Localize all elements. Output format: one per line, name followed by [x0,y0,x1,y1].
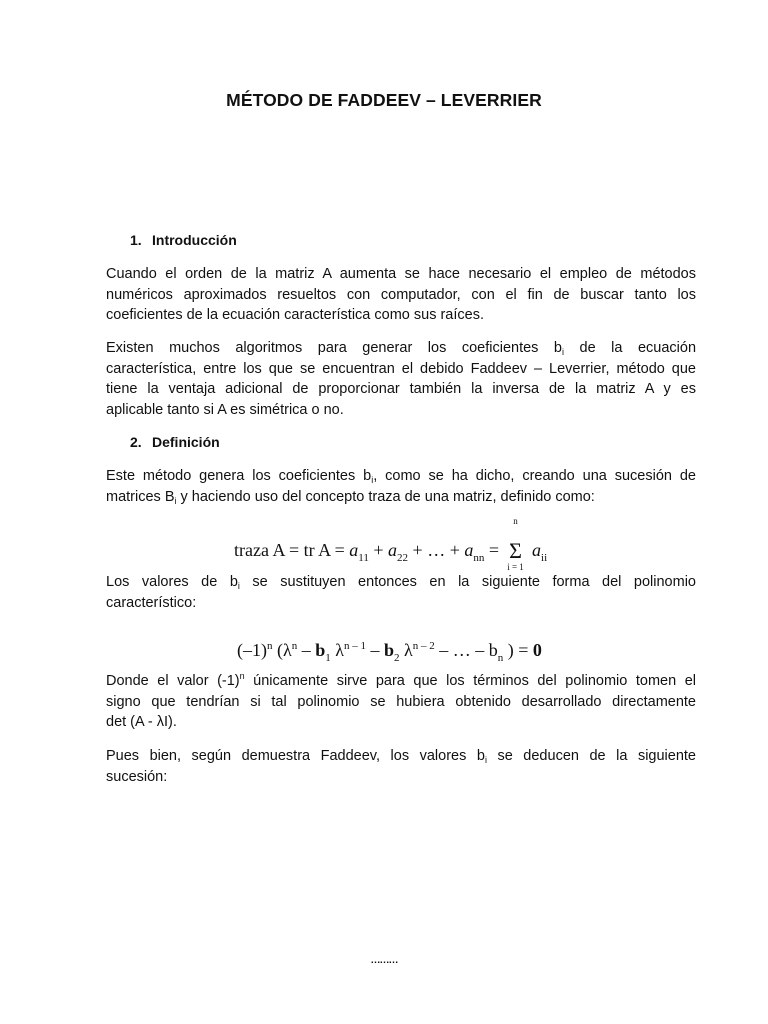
variable-a: a [349,540,359,560]
superscript: n – 1 [343,640,366,652]
equation-text: + … + [408,540,465,560]
summation-upper: n [513,516,518,526]
equation-text: λ [330,640,344,660]
coefficient-b: b [315,640,326,660]
subscript: i [237,581,240,591]
section-number: 1. [130,232,142,248]
paragraph-line: característico: [106,594,197,611]
subscript: ii [541,552,548,564]
paragraph-line [106,487,696,508]
coefficient-b: b [383,640,394,660]
section-number: 2. [130,434,142,450]
paragraph-sign [106,671,696,733]
variable-a: a [532,540,542,560]
paragraph-sequence [106,746,696,787]
variable-a: a [464,540,474,560]
variable-a: a [388,540,398,560]
section-heading-definicion [130,434,220,450]
characteristic-polynomial-equation [237,640,542,664]
text-run: de la ecuación [564,340,697,356]
paragraph-line [106,746,696,767]
text-run: únicamente sirve para que los términos del polinomio tomen el [244,673,696,689]
subscript: 11 [358,552,369,564]
text-run: Existen muchos algoritmos para generar los coeficientes b [106,340,562,356]
subscript: i [562,347,564,357]
text-run: y haciendo uso del concepto traza de una matriz, definido como: [176,488,595,505]
equation-text: = [484,540,504,560]
equation-text: ) = [503,640,533,660]
section-heading-introduccion [130,232,237,248]
paragraph-line: signo que tendrían si tal polinomio se hubiera obtenido desarrollado directamente [106,693,696,710]
paragraph-definition [106,466,696,507]
coefficient-b: b [488,640,498,660]
text-run: , como se ha dicho, creando una sucesión de [373,468,696,484]
equation-text: – [297,640,316,660]
subscript: 22 [397,552,409,564]
summation-lower: i = 1 [507,562,524,572]
subscript: i [371,475,374,485]
equation-text: λ [399,640,413,660]
paragraph-line: det (A - λI). [106,714,177,730]
superscript: n – 2 [412,640,435,652]
subscript: 2 [394,652,400,664]
equation-text: traza A = tr A = [234,540,350,560]
equation-text: (λ [272,640,292,660]
subscript: i [484,755,487,765]
page-footer: ……… [370,955,398,966]
equation-text: – … – [434,640,489,660]
superscript: n [267,640,273,652]
page-title: MÉTODO DE FADDEEV – LEVERRIER [226,90,542,110]
text-run: se deducen de la siguiente [486,748,696,764]
paragraph-line: Cuando el orden de la matriz A aumenta se hace necesario el empleo de métodos [106,266,696,282]
equation-text: – [365,640,384,660]
section-title: Definición [152,434,220,450]
text-run: se sustituyen entonces en la siguiente forma del polinomio [239,574,696,590]
section-title: Introducción [152,232,237,248]
subscript: nn [473,552,485,564]
text-run: Los valores de b [106,574,238,590]
subscript: 1 [325,652,331,664]
paragraph-line: numéricos aproximados resueltos con computador, con el fin de buscar tanto los [106,286,696,303]
equation-text: + [368,540,389,560]
paragraph-line [106,466,696,487]
text-run: Pues bien, según demuestra Faddeev, los valores b [106,748,485,764]
sigma-glyph: Σ [509,538,522,563]
paragraph-line: característica, entre los que se encuentran el debido Faddeev – Leverrier, método que [106,360,696,377]
superscript: n [239,671,245,681]
subscript: i [174,495,177,506]
paragraph-line: tiene la ventaja adicional de proporcionar también la inversa de la matriz A y es [106,381,696,397]
subscript: n [497,652,504,664]
paragraph-line [106,338,696,359]
equation-zero: 0 [532,640,542,660]
paragraph-line: sucesión: [106,768,168,785]
equation-text: (–1) [237,640,267,660]
text-run: Donde el valor (-1) [106,673,240,689]
text-run: matrices B [106,488,175,505]
paragraph-line [106,671,696,692]
superscript: n [291,640,298,652]
text-run: Este método genera los coeficientes b [106,468,372,484]
paragraph-line: aplicable tanto si A es simétrica o no. [106,401,344,418]
summation-symbol [504,516,528,572]
paragraph-line [106,572,696,593]
paragraph-intro [106,264,696,326]
paragraph-substitution [106,572,696,613]
paragraph-algorithms [106,338,696,420]
paragraph-line: coeficientes de la ecuación característica como sus raíces. [106,307,484,323]
trace-equation [234,516,548,572]
